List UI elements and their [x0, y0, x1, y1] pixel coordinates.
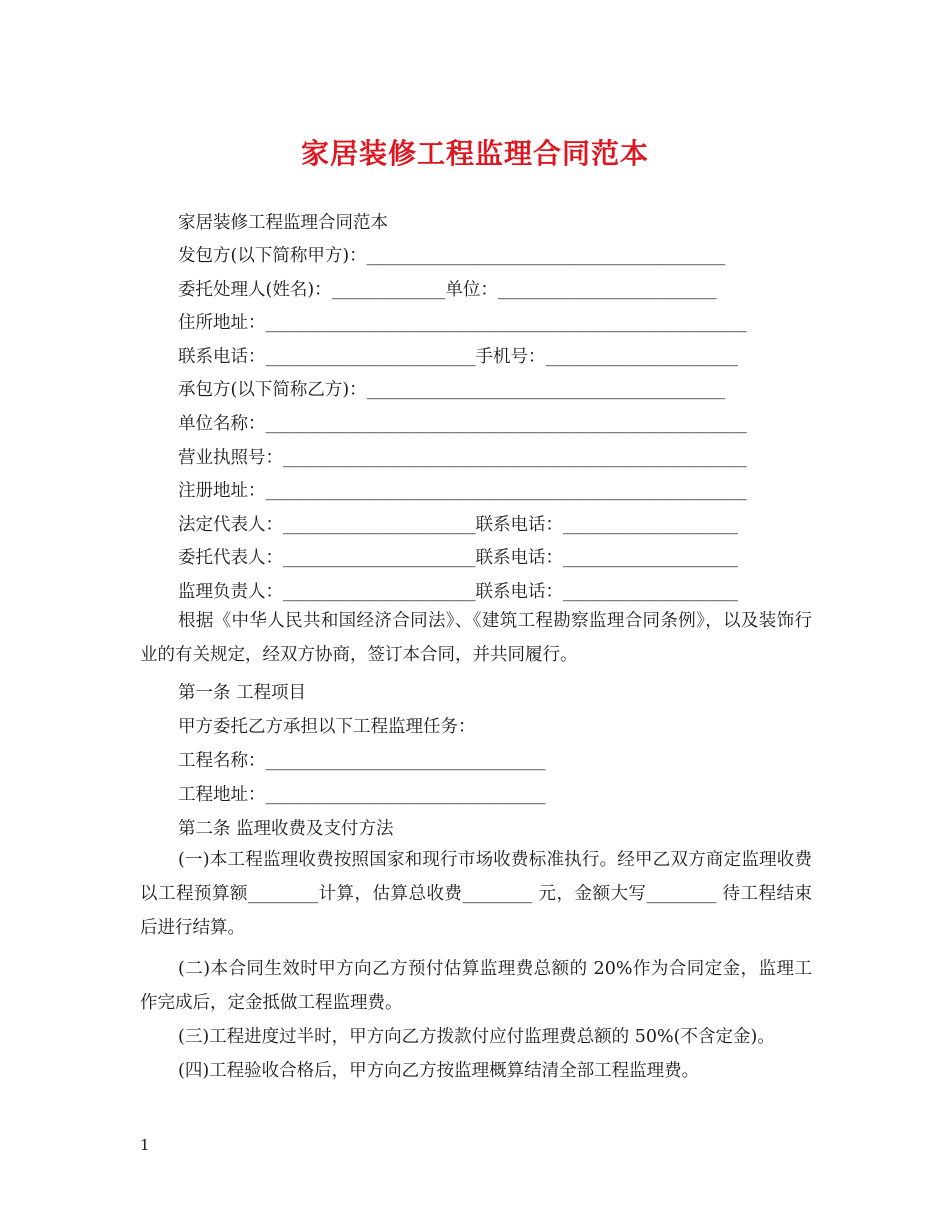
article-2-heading: 第二条 监理收费及支付方法 — [178, 819, 394, 839]
company-name-line: 单位名称：_______________________________________________________ — [178, 414, 747, 434]
law-paragraph: 根据《中华人民共和国经济合同法》、《建筑工程勘察监理合同条例》，以及装饰行业的有关规定，经双方协商，签订本合同，并共同履行。 — [140, 611, 812, 665]
license-line: 营业执照号：_____________________________________________________ — [178, 448, 747, 468]
clause-1: (一)本工程监理收费按照国家和现行市场收费标准执行。经甲乙双方商定监理收费以工程预算额________计算，估算总收费________ 元，金额大写________ 待工程结束后进行结算。 — [140, 850, 812, 938]
phone-line: 联系电话：________________________手机号：______________________ — [178, 347, 738, 367]
article-1-heading: 第一条 工程项目 — [178, 683, 307, 703]
party-b-line: 承包方(以下简称乙方)：_________________________________________ — [178, 380, 726, 400]
supervisor-line: 监理负责人：______________________联系电话：____________________ — [178, 582, 738, 602]
document-title: 家居装修工程监理合同范本 — [300, 137, 649, 170]
project-address-line: 工程地址：________________________________ — [178, 785, 546, 805]
legal-rep-line: 法定代表人：______________________联系电话：____________________ — [178, 515, 738, 535]
clause-3: (三)工程进度过半时，甲方向乙方拨款付应付监理费总额的 50%(不含定金)。 — [178, 1027, 775, 1047]
registered-address-line: 注册地址：_______________________________________________________ — [178, 481, 747, 501]
agent-line: 委托处理人(姓名)：_____________单位：_________________________ — [178, 280, 717, 300]
project-name-line: 工程名称：________________________________ — [178, 751, 546, 771]
document-subtitle: 家居装修工程监理合同范本 — [178, 213, 388, 233]
entrusted-rep-line: 委托代表人：______________________联系电话：____________________ — [178, 548, 738, 568]
clause-4: (四)工程验收合格后，甲方向乙方按监理概算结清全部工程监理费。 — [178, 1061, 700, 1081]
address-line: 住所地址：_______________________________________________________ — [178, 313, 747, 333]
clause-2: (二)本合同生效时甲方向乙方预付估算监理费总额的 20%作为合同定金，监理工作完成后，定金抵做工程监理费。 — [140, 959, 812, 1013]
page-number: 1 — [140, 1136, 150, 1154]
party-a-line: 发包方(以下简称甲方)：_________________________________________ — [178, 246, 726, 266]
article-1-intro: 甲方委托乙方承担以下工程监理任务： — [178, 717, 476, 737]
